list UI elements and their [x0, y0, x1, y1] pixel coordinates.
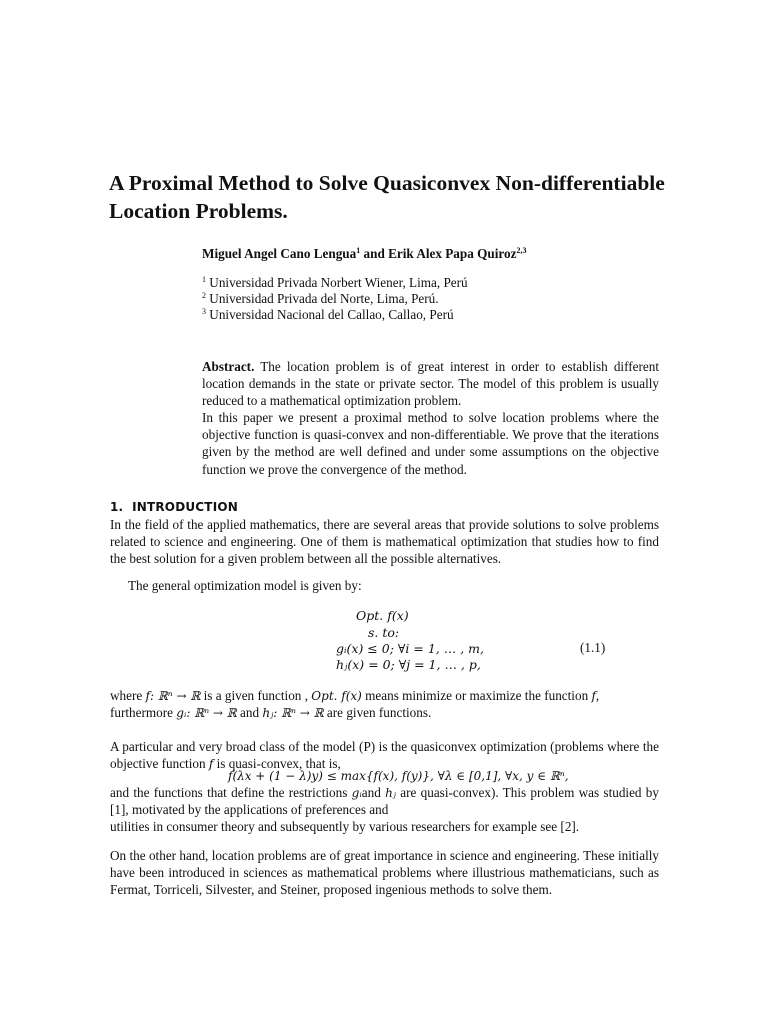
intro-paragraph	[110, 785, 659, 819]
text-run: are quasi-convex). This problem was studied by [1], motivated by the applications of preferences and	[110, 785, 659, 817]
math-inline: f	[591, 689, 596, 703]
author-name: Erik Alex Papa Quiroz	[388, 246, 517, 261]
intro-paragraph: On the other hand, location problems are of great importance in science and engineering. These initially have been introduced in sciences as mathematical problems where illustrious mathematicians, such as Fermat, Torriceli, Silvester, and Steiner, proposed ingenious methods to solve them.	[110, 848, 659, 897]
affiliation-list	[202, 275, 662, 324]
text-run: are given functions.	[323, 704, 432, 720]
abstract-paragraph: In this paper we present a proximal method to solve location problems where the objective function is quasi-convex and non-differentiable. We prove that the iterations given by the method are well defined and under some assumptions on the objective function we prove the convergence of the method.	[202, 410, 659, 477]
author-affiliation-mark: 1	[356, 246, 361, 255]
affiliation-item	[202, 307, 662, 323]
paper-title: A Proximal Method to Solve Quasiconvex Non-differentiable Location Problems.	[109, 171, 665, 223]
text-run: and	[236, 704, 263, 720]
abstract	[202, 358, 659, 478]
equation-line: Opt. f(x)	[356, 608, 409, 623]
text-run: is quasi-convex, that is,	[213, 755, 341, 771]
text-run: and the functions that define the restrictions	[110, 785, 352, 800]
affiliation-text: Universidad Privada Norbert Wiener, Lima, Perú	[209, 275, 468, 290]
math-inline: Opt. f(x)	[311, 689, 362, 703]
equation-line: gᵢ(x) ≤ 0; ∀i = 1, … , m,	[336, 641, 484, 656]
affiliation-number: 2	[202, 291, 206, 301]
author-name: Miguel Angel Cano Lengua	[202, 246, 357, 261]
equation-line: s. to:	[368, 625, 400, 640]
text-run: A particular and very broad class of the model (P) is the quasiconvex optimization (problems where the objective function	[110, 739, 659, 771]
author-affiliation-mark: 2,3	[516, 246, 527, 255]
text-run: ,	[595, 688, 600, 703]
quasiconvexity-inequality: f(λx + (1 − λ)y) ≤ max{f(x), f(y)}, ∀λ ∈ [0,1], ∀x, y ∈ ℝⁿ,	[228, 769, 569, 783]
abstract-paragraph	[202, 358, 659, 409]
text-run: furthermore	[110, 704, 177, 720]
math-inline: f	[208, 756, 214, 771]
affiliation-number: 3	[202, 307, 206, 317]
affiliation-text: Universidad Privada del Norte, Lima, Perú.	[209, 291, 439, 307]
math-inline: gᵢ: ℝⁿ → ℝ	[176, 705, 237, 720]
affiliation-number: 1	[202, 275, 206, 284]
intro-paragraph	[110, 739, 659, 773]
equation-number: (1.1)	[580, 640, 606, 655]
abstract-label: Abstract.	[202, 359, 255, 374]
author-line	[202, 246, 662, 262]
affiliation-text: Universidad Nacional del Callao, Callao, Perú	[209, 307, 454, 323]
math-inline: hⱼ	[385, 786, 396, 800]
author-connector: and	[360, 246, 389, 261]
abstract-text: The location problem is of great interest in order to establish different location demands in the state or private sector. The model of this problem is usually reduced to a mathematical optimization problem.	[202, 359, 659, 409]
text-run: means minimize or maximize the function	[361, 688, 592, 703]
text-run: is a given function ,	[200, 688, 312, 703]
math-inline: hⱼ: ℝⁿ → ℝ	[262, 705, 324, 720]
equation-line: hⱼ(x) = 0; ∀j = 1, … , p,	[336, 657, 481, 672]
math-inline: f: ℝⁿ → ℝ	[145, 689, 201, 703]
intro-paragraph: The general optimization model is given by:	[128, 578, 362, 593]
intro-paragraph: In the field of the applied mathematics, there are several areas that provide solutions to solve problems related to science and engineering. One of them is mathematical optimization that studies how to find the best solution for a given problem between all the possible alternatives.	[110, 517, 659, 566]
text-run: and	[361, 785, 386, 800]
text-run: where	[110, 688, 146, 703]
affiliation-item	[202, 275, 662, 291]
section-heading: 1. INTRODUCTION	[110, 500, 239, 514]
text-line: utilities in consumer theory and subsequently by various researchers for example see [2].	[110, 819, 580, 834]
affiliation-item	[202, 291, 662, 307]
intro-paragraph	[110, 688, 659, 722]
math-inline: gᵢ	[351, 786, 362, 800]
